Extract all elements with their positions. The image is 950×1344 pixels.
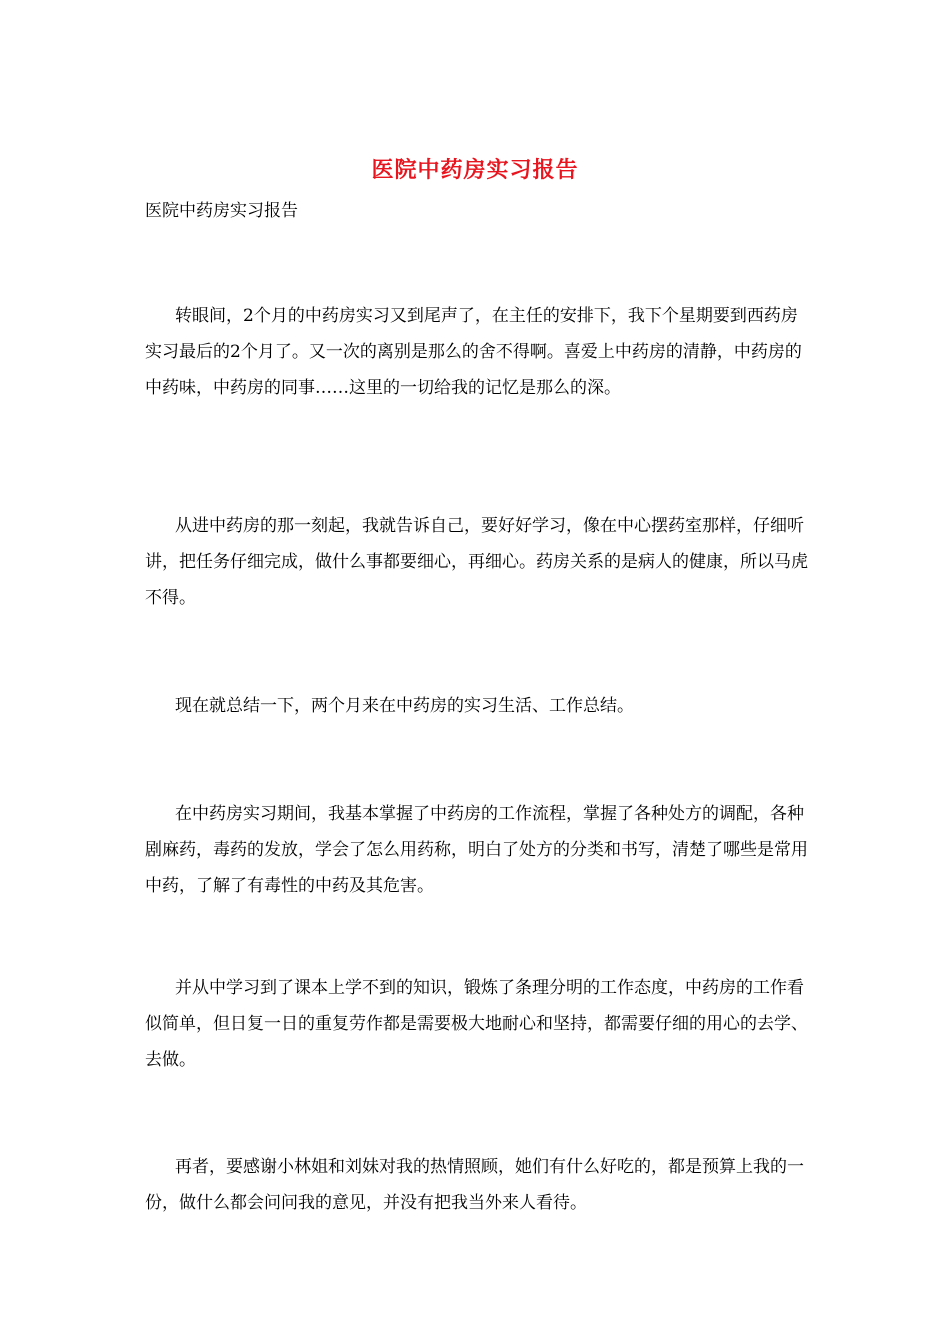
paragraph-6: 再者，要感谢小林姐和刘妹对我的热情照顾，她们有什么好吃的，都是预算上我的一份，做什么都会问问我的意见，并没有把我当外来人看待。: [145, 1157, 804, 1213]
document-subtitle: 医院中药房实习报告: [145, 201, 298, 221]
document-title: 医院中药房实习报告: [371, 157, 579, 183]
paragraph-5: 并从中学习到了课本上学不到的知识，锻炼了条理分明的工作态度，中药房的工作看似简单，但日复一日的重复劳作都是需要极大地耐心和坚持，都需要仔细的用心的去学、去做。: [145, 978, 808, 1070]
paragraph-1: 转眼间，2个月的中药房实习又到尾声了，在主任的安排下，我下个星期要到西药房实习最后的2个月了。又一次的离别是那么的舍不得啊。喜爱上中药房的清静，中药房的中药味，中药房的同事……这里的一切给我的记忆是那么的深。: [145, 306, 802, 398]
paragraph-2: 从进中药房的那一刻起，我就告诉自己，要好好学习，像在中心摆药室那样，仔细听讲，把任务仔细完成，做什么事都要细心，再细心。药房关系的是病人的健康，所以马虎不得。: [145, 516, 808, 608]
paragraph-3: 现在就总结一下，两个月来在中药房的实习生活、工作总结。: [175, 696, 634, 716]
paragraph-4: 在中药房实习期间，我基本掌握了中药房的工作流程，掌握了各种处方的调配，各种剧麻药，毒药的发放，学会了怎么用药称，明白了处方的分类和书写，清楚了哪些是常用中药，了解了有毒性的中药及其危害。: [145, 804, 808, 896]
